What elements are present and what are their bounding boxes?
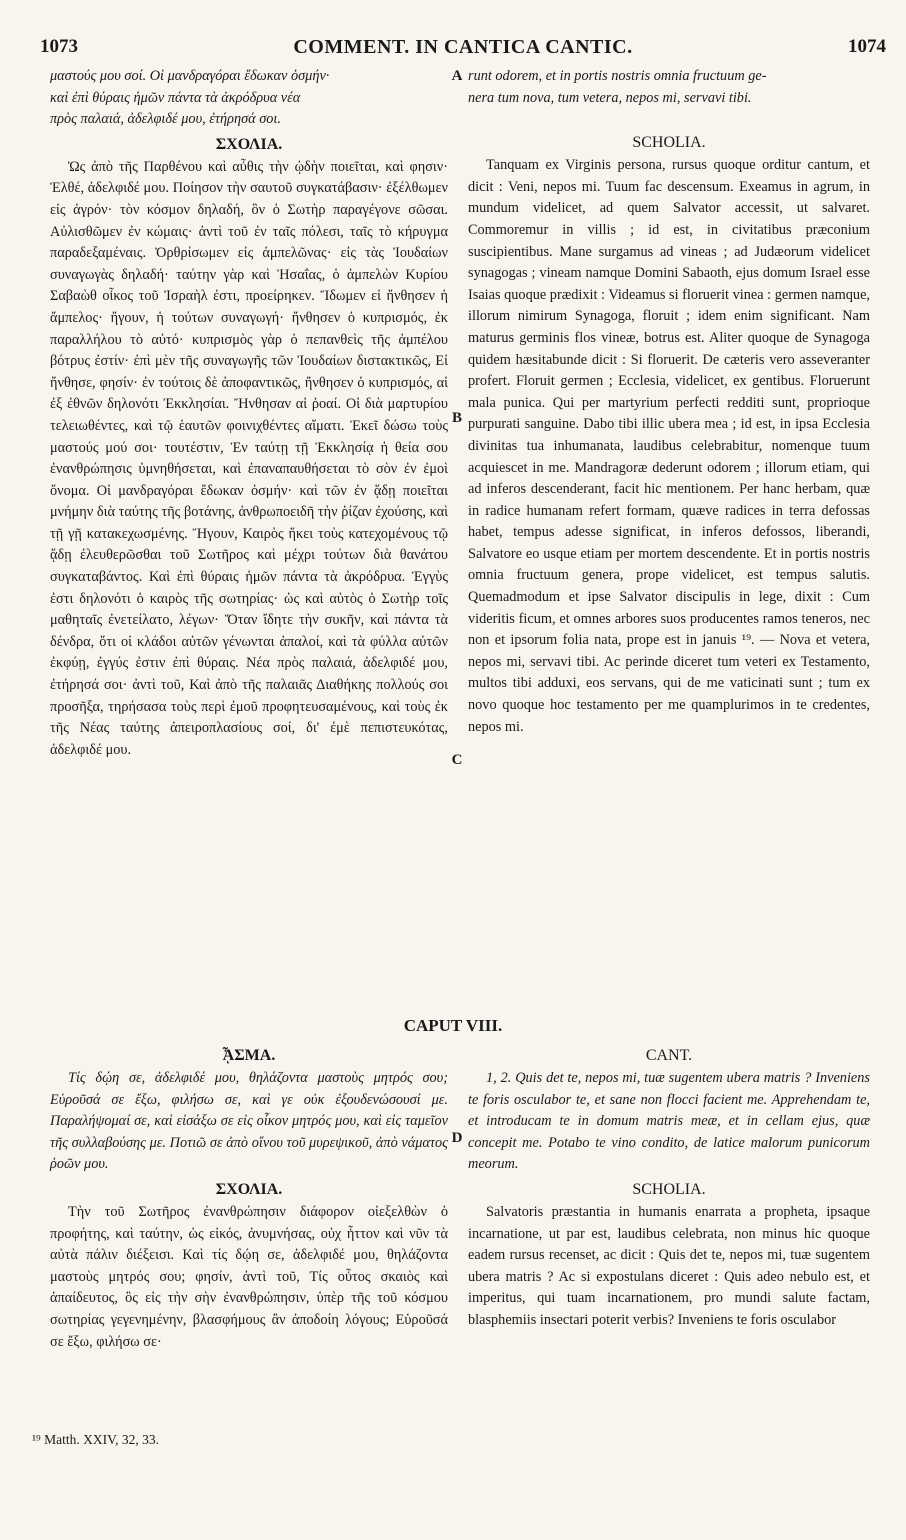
- greek-canticum-text: Τίς δῴη σε, ἀδελφιδέ μου, θηλάζοντα μαστοὺς μητρός σου; Εὑροῦσά σε ἔξω, φιλήσω σε, καὶ γε οὐκ ἐξουδενώσουσί με. Παραλήψομαί σε, καὶ εἰσάξω σε εἰς οἶκον μητρός μου, καὶ εἰς ταμεῖον τῆς συλλαβούσης με. Ποτιῶ σε ἀπὸ οἴνου τοῦ μυρεψικοῦ, ἀπὸ νάματος ῥοῶν μου.: [50, 1070, 448, 1173]
- footnote: ¹⁹ Matth. XXIV, 32, 33.: [32, 1432, 160, 1447]
- greek-scholia-text: Ὡς ἀπὸ τῆς Παρθένου καὶ αὖθις τὴν ᾠδὴν ποιεῖται, καὶ φησιν· Ἐλθέ, ἀδελφιδέ μου. Ποίησον τὴν σαυτοῦ συγκατάβασιν· ἐξέλθωμεν εἰς ἀγρόν· τὸν κόσμον δηλαδή, ὃν ὁ Σωτὴρ παραγέγονε σῶσαι. Αὐλισθῶμεν ἐν κώμαις· ἀντὶ τοῦ ἐν ταῖς πόλεσι, ταῖς τὸ κήρυγμα παραδεξαμέναις. Ὀρθρίσωμεν εἰς ἀμπελῶνας· εἰς τὰς Ἰουδαίων συναγωγὰς δηλαδή· ταύτην γὰρ καὶ Ἡσαΐας, ὁ ἀμπελὼν Κυρίου Σαβαὼθ οἶκος τοῦ Ἰσραὴλ ἐστι, προείρηκεν. Ἴδωμεν εἰ ἤνθησεν ἡ ἄμπελος· ἤγουν, ἡ τούτων συναγωγή· ἤνθησεν ὁ κυπρισμός, ἐκ παραλλήλου τὸ αὐτό· κυπρισμὸς γὰρ ὁ πεπανθεὶς τῆς ἀμπέλου βότρυς ἐστίν· ἐπὶ μὲν τῆς συναγωγῆς τῶν Ἰουδαίων διστακτικῶς, Εἰ ἤνθησε, φησίν· ἐν τούτοις δὲ ἀποφαντικῶς, ἤνθησεν ὁ κυπρισμός, αἱ ἐξ ἐθνῶν δηλονότι Ἐκκλησίαι. Ἤνθησαν αἱ ῥοαί. Οἱ διὰ μαρτυρίου τελειωθέντες, καὶ τῷ ἑαυτῶν φοινιχθέντες αἵματι. Ἐκεῖ δώσω τοὺς μαστούς μού σοι· τουτέστιν, Ἐν ταύτῃ τῇ Ἐκκλησίᾳ ἡ θεία σου ἐνανθρώπησις ὑμνηθήσεται, καὶ ἐπαναπαυθήσεται τὸ σὸν ἐν ἐμοὶ ὄνομα. Οἱ μανδραγόραι ἔδωκαν ὀσμήν· καὶ τῶν ἐν ᾅδῃ ποιεῖται μνήμην διὰ ταύτης τῆς βοτάνης, ἀνθρωποειδῆ τὴν ῥίζαν ἐχούσης, καὶ τῇ γῇ κατακεχωσμένης. Ἤγουν, Καιρὸς ἥκει τοὺς κατεχομένους τῷ ᾅδῃ ἐλευθερῶσθαι τοῦ Σωτῆρος καὶ μέχρι τούτων διὰ θανάτου συγκαταβάντος. Καὶ ἐπὶ θύραις ἡμῶν πάντα τὰ ἀκρόδρυα. Ἐγγὺς ἐστι δηλονότι ὁ καιρὸς τῆς σωτηρίας· ὡς καὶ αὐτὸς ὁ Σωτὴρ τοῖς μαθηταῖς ἐνετείλατο, λέγων· Ὅταν ἴδητε τὴν συκῆν, καὶ πάντα τὰ δένδρα, ὅτι οἱ κλάδοι αὐτῶν γένωνται ἀπαλοί, καὶ τὰ φύλλα αὐτῶν ἐκφύῃ, ἐγγύς ἐστιν ἐπὶ θύραις. Νέα πρὸς παλαιά, ἀδελφιδέ μου, ἐτήρησά σοι· ἀντὶ τοῦ, Καὶ ἀπὸ τῆς παλαιᾶς Διαθήκης πολλούς σοι προσῆξα, τηρήσασα τοὺς περὶ ἐμοῦ προφητευσαμένους, καὶ τοὺς ἐκ τῆς Νέας ταύτης ἀπειροπλασίους σοί, δι' ἐμὲ πεπιστευκότας, ἀδελφιδέ μου.: [50, 158, 448, 758]
- running-title: COMMENT. IN CANTICA CANTIC.: [293, 36, 633, 58]
- latin-canticum-text: 1, 2. Quis det te, nepos mi, tuæ sugentem ubera matris ? Inveniens te foris osculabor te, et sane non flocci facient me. Apprehendam te, et introducam te in domum matris meæ, et in cellam ejus, quæ concepit me. Potabo te vino condito, de latice malorum punicorum meorum.: [468, 1070, 870, 1173]
- greek-scholia-heading-2: ΣΧΟΛΙΑ.: [215, 1180, 283, 1198]
- greek-scholia-heading: ΣΧΟΛΙΑ.: [215, 135, 283, 153]
- greek-text-line: καὶ ἐπὶ θύραις ἡμῶν πάντα τὰ ἀκρόδρυα νέα: [50, 89, 301, 106]
- greek-text-line: μαστούς μου σοί. Οἱ μανδραγόραι ἔδωκαν ὀσμήν·: [50, 68, 330, 84]
- latin-scholia-heading: SCHOLIA.: [632, 134, 706, 152]
- margin-marker-b: B: [451, 410, 462, 426]
- latin-canticum-heading: CANT.: [645, 1047, 693, 1064]
- right-column-lower: [468, 1042, 870, 1332]
- chapter-heading: CAPUT VIII.: [403, 1016, 503, 1035]
- greek-scholia-text-2: Τὴν τοῦ Σωτῆρος ἐνανθρώπησιν διάφορον οἰεξελθὼν ὁ προφήτης, καὶ ταύτην, ὡς εἰκός, ἀνυμνήσας, οὐχ ἧττον καὶ νῦν τὰ αὐτὰ πάλιν διέξεισι. Καὶ τίς δῴη σε, ἀδελφιδέ μου, θηλάζοντα μαστοὺς μητρός σου; φησίν, ἀντὶ τοῦ, Τίς οὗτος σκαιὸς καὶ ἀπαίδευτος, ὃς εἰς τὴν σὴν ἐνανθρώπησιν, ὑπὲρ τῆς τοῦ κόσμου σωτηρίας γεγενημένην, βλασφήμους ἂν ἀποδοίη λόγους; Εὑροῦσά σε ἔξω, φιλήσω σε·: [50, 1203, 448, 1350]
- margin-marker-c: C: [451, 752, 463, 768]
- greek-text-line: πρὸς παλαιά, ἀδελφιδέ μου, ἐτήρησά σοι.: [50, 111, 281, 128]
- greek-canticum-heading: ᾎΣΜΑ.: [222, 1047, 276, 1064]
- latin-scholia-heading-2: SCHOLIA.: [632, 1180, 706, 1198]
- latin-scholia-text-2: Salvatoris præstantia in humanis enarrata a propheta, ipsaque incarnatione, ut par est, laudibus celebrata, non minus hic quoque eadem rursus recenset, ac dicit : Quis det te, nepos mi, tuæ sugentem ubera matris ? Ac si expostulans diceret : Quis adeo nebulo est, et imperitus, qui tuam incarnationem, pro mundi salute factam, blasphemiis insectari poterit verbis? Inveniens te foris osculabor: [468, 1203, 870, 1328]
- left-column-lower: [50, 1042, 448, 1353]
- latin-text-line: nera tum nova, tum vetera, nepos mi, servavi tibi.: [468, 89, 752, 106]
- page-header: [40, 36, 886, 62]
- margin-marker-d: D: [451, 1130, 463, 1146]
- latin-scholia-text: Tanquam ex Virginis persona, rursus quoque orditur cantum, et dicit : Veni, nepos mi. Tuum fac descensum. Exeamus in agrum, in mundum videlicet, ad quem Salvator accessit, ut salvaret. Commoremur in villis ; id est, in civitatibus præconium suscipientibus. Mane surgamus ad vineas ; ad Judæorum videlicet synagogas ; vineam namque Domini Sabaoth, ejus domum Israel esse Isaias quoque prædixit : Videamus si floruerit vinea : germen namque, illorum nimirum Synagoga, floruit ; idem enim significant. Nam maturus germinis flos vineæ, botrus est. Aliter quoque de Synagoga quidem hæsitabunde dicit : Si floruerit. De cæteris vero asseveranter profert. Floruit germen ; Ecclesia, videlicet, ex gentibus. Floruerunt mala punica. Qui per martyrium perfecti redditi sunt, proprioque purpurati sanguine. Dabo tibi illic ubera mea ; id est, in ipsa Ecclesia divinitas tua inhumanata, laudibus celebrabitur, nomenque tuum acquiescet in me. Mandragoræ dederunt odorem ; illorum etiam, qui ad inferos descenderant, facit hic mentionem. Per hanc herbam, quæ in radice humanam refert formam, quæve radices in terra defossas habet, tempus adesse significat, in inferos defossos, liberandi, Salvatore eo usque etiam per mortem descendente. Et in portis nostris omnia fructuum genera, prope videlicet, est tempus salutis. Quemadmodum et ipse Salvator discipulis in lege, dixit : Cum videritis ficum, et omnes arbores suos producentes ramos teneros, nec non et ipsorum folia nata, prope est in januis ¹⁹. — Nova et vetera, nepos mi, servavi tibi. Ac perinde diceret tum veteri ex Testamento, multos tibi adduxi, eos servans, qui de me vaticinati sunt ; tum ex novo quoque hoc testamento per me quamplurimos in te credentes, nepos mi.: [468, 157, 870, 735]
- left-column-upper: [50, 66, 448, 761]
- latin-text-line: runt odorem, et in portis nostris omnia fructuum ge-: [468, 68, 767, 84]
- margin-marker-a: A: [451, 68, 463, 84]
- page-number-right: 1074: [848, 36, 886, 57]
- page-number-left: 1073: [40, 36, 78, 57]
- right-column-upper: [468, 66, 870, 738]
